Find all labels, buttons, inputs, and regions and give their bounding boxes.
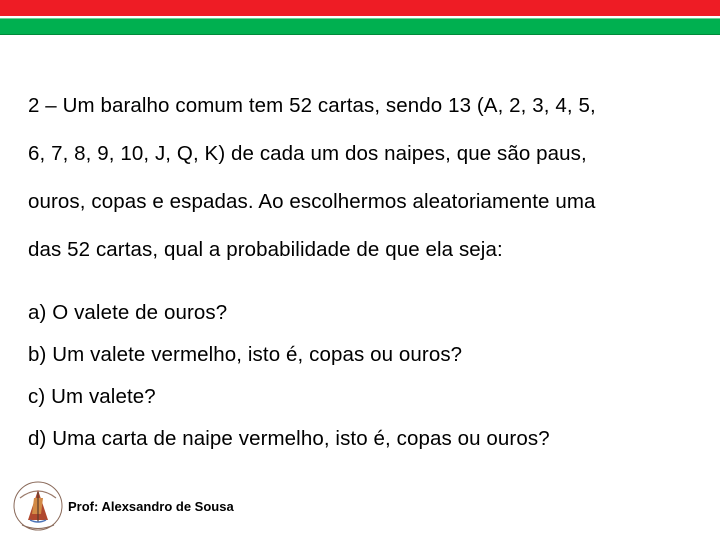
header-stripes bbox=[0, 0, 720, 34]
option-d: d) Uma carta de naipe vermelho, isto é, copas ou ouros? bbox=[28, 427, 550, 450]
option-b: b) Um valete vermelho, isto é, copas ou ouros? bbox=[28, 343, 463, 366]
question-block bbox=[28, 88, 700, 460]
option-a: a) O valete de ouros? bbox=[28, 301, 228, 324]
author-credit: Prof: Alexsandro de Sousa bbox=[68, 499, 234, 514]
question-line: das 52 cartas, qual a probabilidade de que ela seja: bbox=[28, 238, 503, 261]
option-c: c) Um valete? bbox=[28, 385, 156, 408]
slide-footer bbox=[12, 478, 312, 536]
header-red-stripe bbox=[0, 0, 720, 17]
school-seal-logo-icon bbox=[12, 480, 64, 532]
question-line: ouros, copas e espadas. Ao escolhermos aleatoriamente uma bbox=[28, 190, 596, 213]
question-line: 6, 7, 8, 9, 10, J, Q, K) de cada um dos naipes, que são paus, bbox=[28, 142, 587, 165]
question-line: 2 – Um baralho comum tem 52 cartas, sendo 13 (A, 2, 3, 4, 5, bbox=[28, 94, 596, 117]
answer-options bbox=[28, 292, 700, 460]
header-green-stripe bbox=[0, 18, 720, 35]
